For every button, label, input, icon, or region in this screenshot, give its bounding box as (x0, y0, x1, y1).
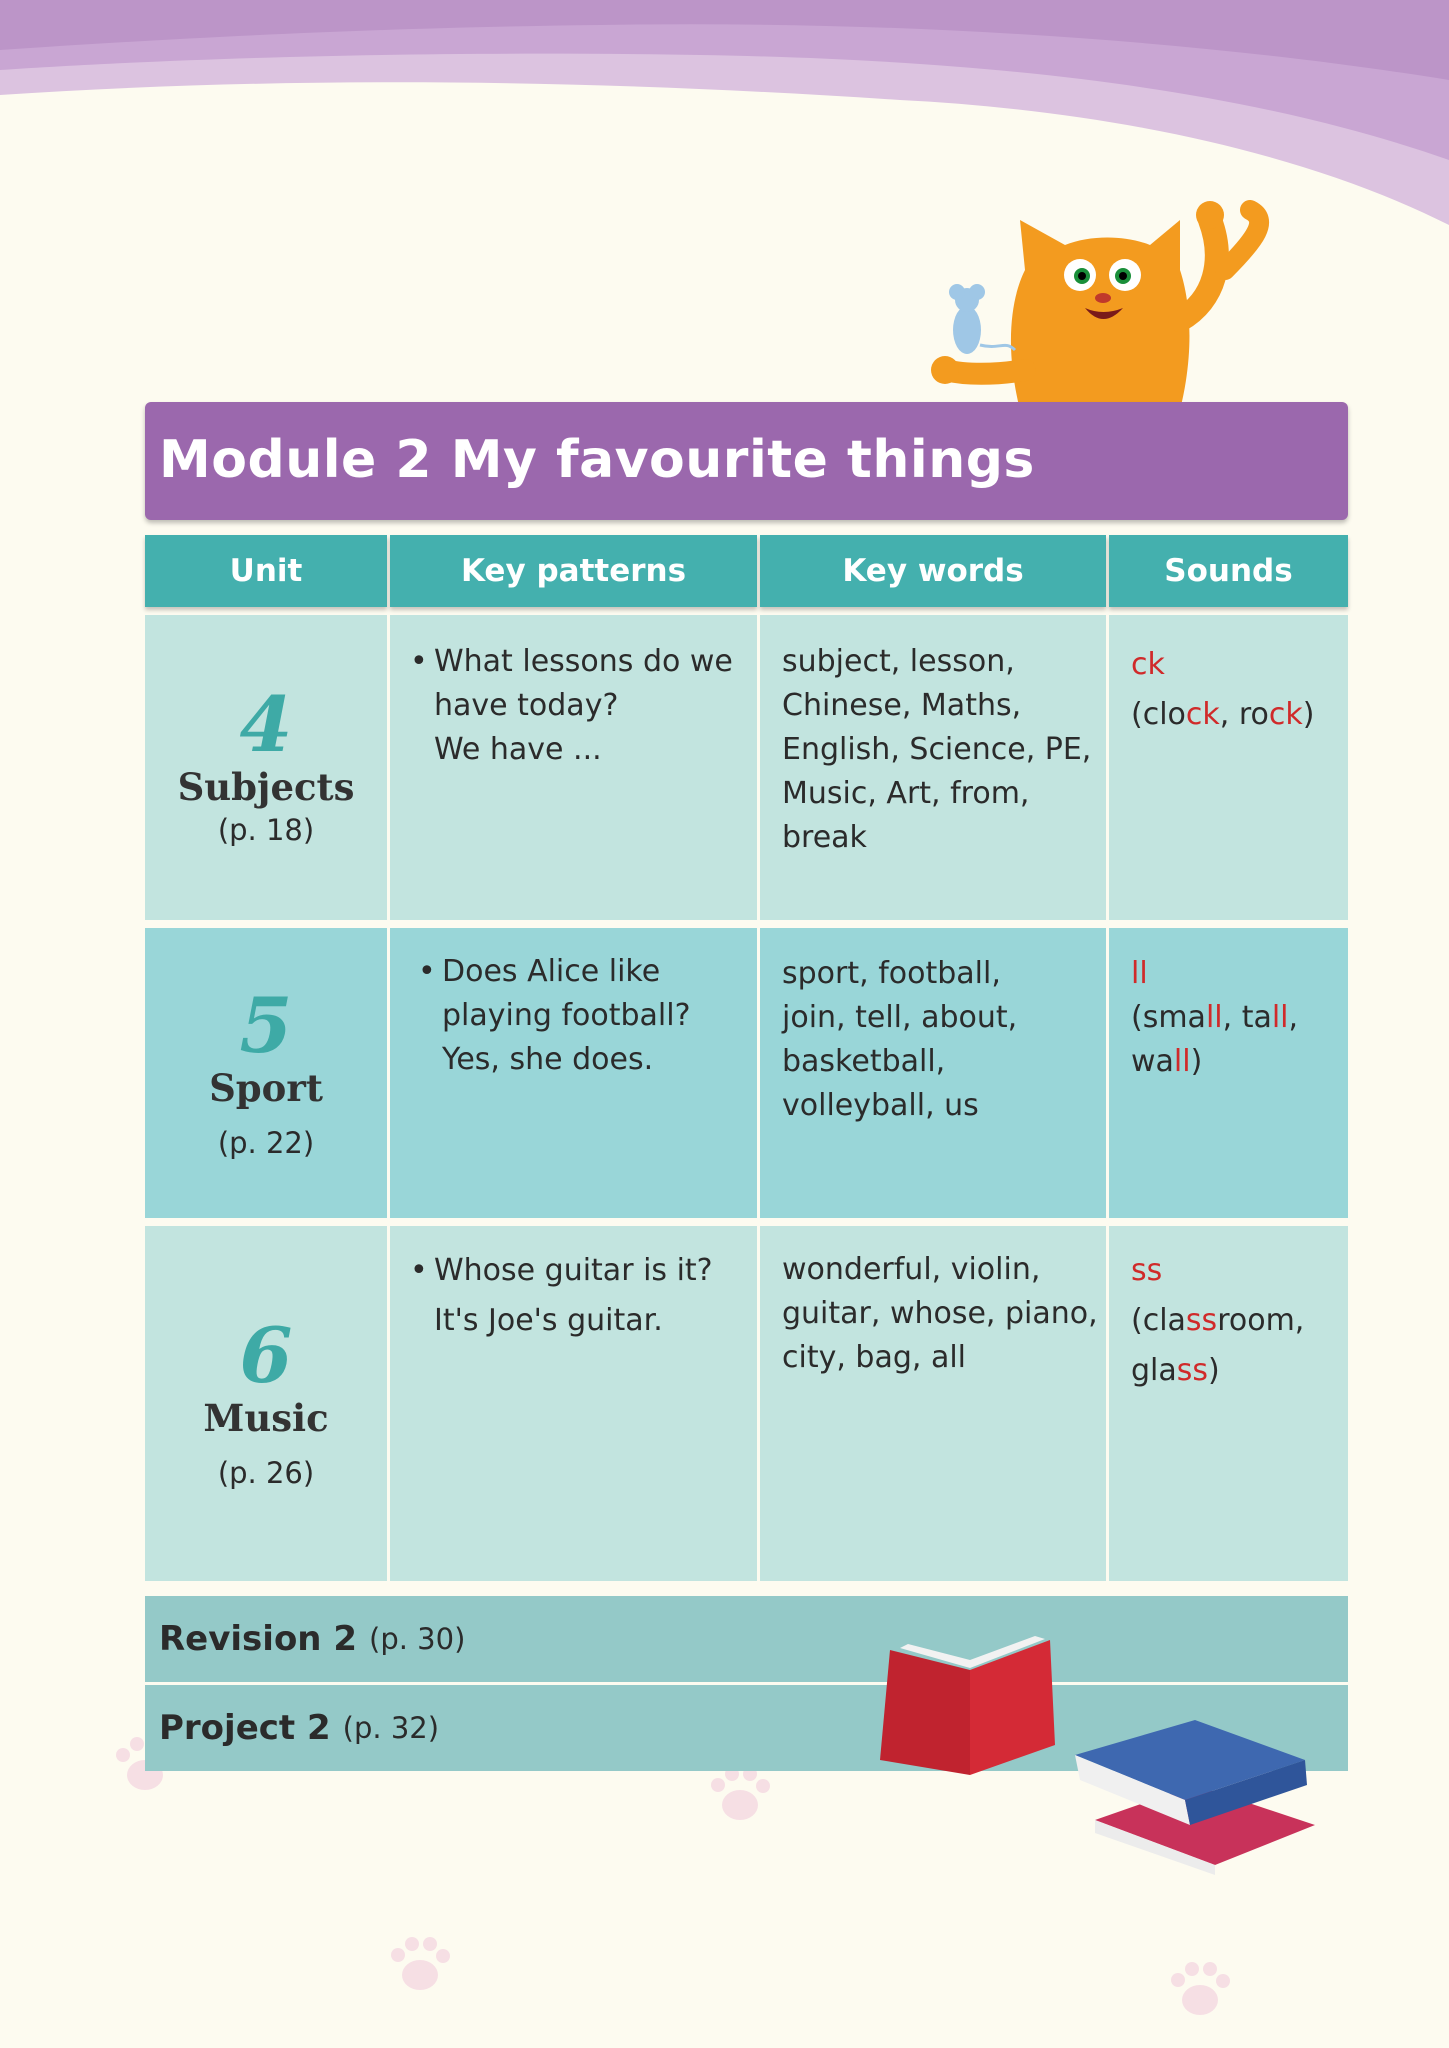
header-unit: Unit (145, 535, 387, 607)
project-label: Project 2 (159, 1708, 331, 1748)
sound-letters: ll (1131, 956, 1148, 991)
unit-page: (p. 18) (217, 813, 315, 847)
header-sounds: Sounds (1109, 535, 1348, 607)
sound-example: ) (1208, 1353, 1220, 1388)
sound-highlight: ck (1185, 697, 1220, 732)
header-key-patterns: Key patterns (390, 535, 757, 607)
unit-name: Subjects (177, 765, 355, 809)
sound-highlight: ck (1268, 697, 1303, 732)
sound-highlight: ll (1173, 1044, 1191, 1079)
cat-illustration (925, 200, 1285, 410)
sound-example: room, (1217, 1303, 1305, 1338)
revision-label: Revision 2 (159, 1619, 358, 1659)
sound-example: gla (1131, 1353, 1177, 1388)
paw-print-icon (380, 1930, 460, 2000)
pattern-line: • What lessons do we (434, 644, 733, 679)
unit-number: 4 (239, 680, 293, 769)
revision-page: (p. 30) (369, 1622, 466, 1656)
sound-example: (sma (1131, 1000, 1206, 1035)
pattern-line: It's Joe's guitar. (434, 1303, 663, 1338)
sound-example: (clo (1131, 697, 1186, 732)
decorative-swoosh (0, 0, 1449, 230)
table-row-sport-unit (145, 928, 387, 1218)
revision-row (145, 1596, 1348, 1682)
pattern-line: • Whose guitar is it? (434, 1253, 713, 1288)
module-title: Module 2 My favourite things (159, 430, 1035, 490)
key-words-line: volleyball, us (782, 1088, 979, 1123)
sound-letters: ss (1131, 1253, 1163, 1288)
pattern-line: Yes, she does. (442, 1042, 654, 1077)
sound-example: , ta (1222, 1000, 1272, 1035)
table-row-subjects-patterns (390, 615, 757, 920)
sound-highlight: ll (1205, 1000, 1223, 1035)
key-words-line: wonderful, violin, (782, 1252, 1041, 1287)
table-row-sport-sounds (1109, 928, 1348, 1218)
table-row-music-unit (145, 1226, 387, 1581)
table-row-subjects-sounds (1109, 615, 1348, 920)
pattern-line: • Does Alice like (442, 954, 660, 989)
project-page: (p. 32) (342, 1711, 440, 1745)
sound-letters: ck (1131, 647, 1165, 682)
key-words-line: break (782, 820, 867, 855)
key-words-line: sport, football, (782, 956, 1001, 991)
table-row-sport-patterns (390, 928, 757, 1218)
table-row-sport-words (760, 928, 1106, 1218)
sound-example: , (1288, 1000, 1299, 1035)
unit-page: (p. 22) (217, 1126, 315, 1160)
unit-number: 6 (239, 1311, 293, 1400)
unit-name: Sport (209, 1066, 323, 1110)
sound-highlight: ss (1176, 1353, 1209, 1388)
pattern-line: We have ... (434, 732, 602, 767)
key-words-line: English, Science, PE, (782, 732, 1092, 767)
sound-example: ) (1302, 697, 1315, 732)
unit-page: (p. 26) (217, 1456, 315, 1490)
sound-highlight: ss (1185, 1303, 1218, 1338)
sound-example: ) (1190, 1044, 1203, 1079)
stacked-books-illustration (1075, 1715, 1315, 1875)
unit-number: 5 (239, 981, 293, 1070)
pattern-line: have today? (434, 688, 619, 723)
unit-name: Music (203, 1396, 329, 1440)
key-words-line: join, tell, about, (782, 1000, 1018, 1035)
key-words-line: subject, lesson, (782, 644, 1015, 679)
table-row-subjects-unit (145, 615, 387, 920)
open-book-illustration (880, 1630, 1060, 1780)
paw-print-icon (1160, 1955, 1240, 2025)
sound-example: wa (1131, 1044, 1174, 1079)
table-row-music-patterns (390, 1226, 757, 1581)
table-row-music-sounds (1109, 1226, 1348, 1581)
sound-highlight: ll (1271, 1000, 1289, 1035)
key-words-line: Chinese, Maths, (782, 688, 1022, 723)
key-words-line: city, bag, all (782, 1340, 967, 1375)
table-row-music-words (760, 1226, 1106, 1581)
pattern-line: playing football? (442, 998, 691, 1033)
key-words-line: basketball, (782, 1044, 946, 1079)
module-title-bar (145, 402, 1348, 520)
key-words-line: guitar, whose, piano, (782, 1296, 1098, 1331)
table-row-subjects-words (760, 615, 1106, 920)
sound-example: (cla (1131, 1303, 1186, 1338)
header-key-words: Key words (760, 535, 1106, 607)
key-words-line: Music, Art, from, (782, 776, 1030, 811)
sound-example: , ro (1219, 697, 1269, 732)
